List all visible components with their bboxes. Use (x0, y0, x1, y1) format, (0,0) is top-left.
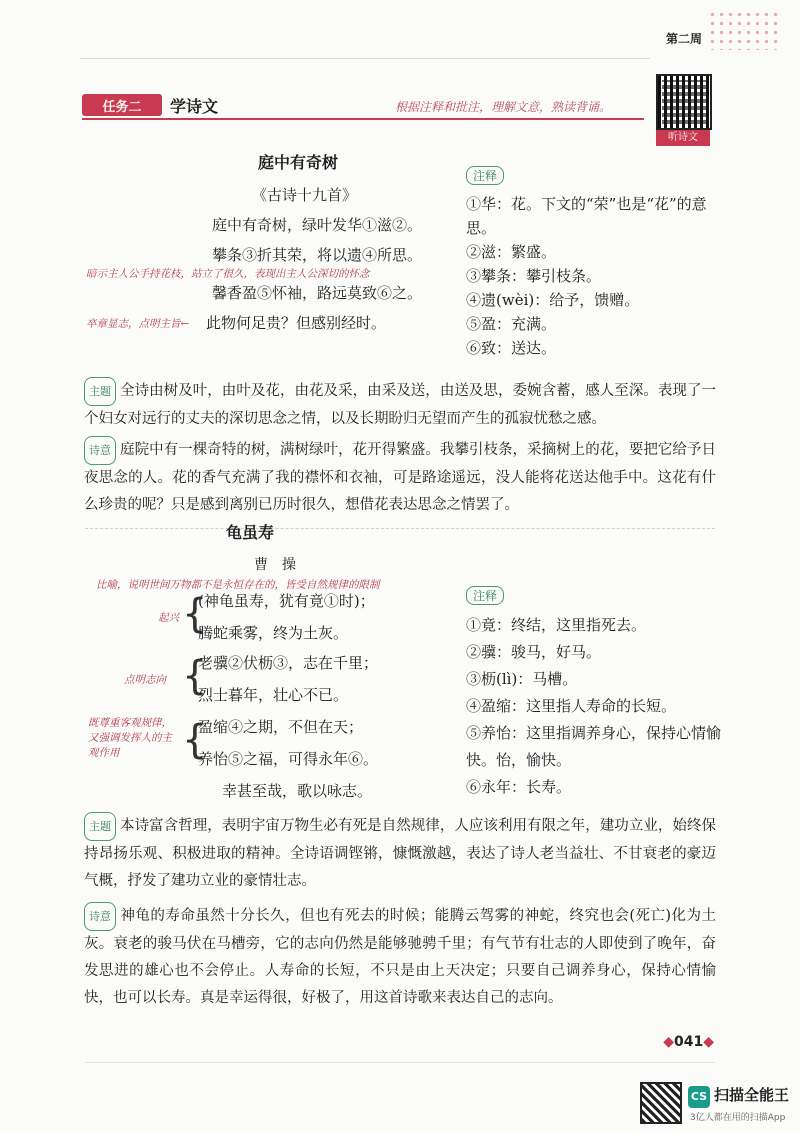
poem2-line: 幸甚至哉，歌以咏志。 (222, 782, 373, 800)
poem1-note: ②滋：繁盛。 (466, 243, 557, 261)
scanner-tagline: 3亿人都在用的扫描App (690, 1113, 786, 1123)
instruction-text: 根据注释和批注，理解文意，熟读背诵。 (395, 100, 612, 114)
theme-text: 本诗富含哲理，表明宇宙万物生必有死是自然规律，人应该利用有限之年，建功立业，始终保持昂扬乐观、积极进取的精神。全诗语调铿锵，慷慨激越，表达了诗人老当益壮、不甘衰老的豪迈气概，抒发了建功立业的豪情壮志。 (84, 818, 716, 889)
poem1-note: ⑥致：送达。 (466, 339, 557, 357)
meaning-text: 神龟的寿命虽然十分长久，但也有死去的时候；能腾云驾雾的神蛇，终究也会(死亡)化为土灰。衰老的骏马伏在马槽旁，它的志向仍然是能够驰骋千里；有气节有壮志的人即使到了晚年，奋发思进的雄心也不会停止。人寿命的长短，不只是由上天决定；只要自己调养身心，保持心情愉快，也可以长寿。真是幸运得很，好极了，用这首诗歌来表达自己的志向。 (84, 908, 716, 1006)
poem1-note: ③攀条：攀引枝条。 (466, 267, 602, 285)
top-divider (80, 58, 650, 59)
poem2-line: 养怡⑤之福，可得永年⑥。 (198, 750, 379, 768)
poem2-note: ④盈缩：这里指人寿命的长短。 (466, 697, 677, 715)
section-divider (85, 528, 715, 529)
theme-tag: 主题 (84, 812, 116, 841)
poem1-annotation: 暗示主人公手持花枝，站立了很久，表现出主人公深切的怀念 (86, 268, 370, 280)
poem2-note: ②骥：骏马，好马。 (466, 643, 602, 661)
poem2-note: ⑤养怡：这里指调养身心，保持心情愉快。怡，愉快。 (466, 724, 722, 769)
poem1-line: 攀条③折其荣，将以遗④所思。 (212, 246, 423, 264)
theme-text: 全诗由树及叶，由叶及花，由花及采，由采及送，由送及思，委婉含蓄，感人至深。表现了一个妇女对远行的丈夫的深切思念之情，以及长期盼归无望而产生的孤寂忧愁之感。 (84, 383, 716, 427)
poem2-annotation: 既尊重客观规律，又强调发挥人的主观作用 (88, 717, 172, 759)
poem2-note: ⑥永年：长寿。 (466, 778, 572, 796)
poem2-note: ①竟：终结，这里指死去。 (466, 616, 647, 634)
poem2-note: ③枥(lì)：马槽。 (466, 670, 578, 688)
poem2-notes-tag: 注释 (466, 586, 504, 605)
poem1-note: ⑤盈：充满。 (466, 315, 557, 333)
scanner-logo-icon: CS (688, 1086, 710, 1108)
poem2-line: (神龟虽寿，犹有竟①时)； (198, 592, 375, 610)
meaning-text: 庭院中有一棵奇特的树，满树绿叶，花开得繁盛。我攀引枝条，采摘树上的花，要把它给予日夜思念的人。花的香气充满了我的襟怀和衣袖，可是路途遥远，没人能将花送达他手中。这花有什么珍贵的呢？只是感到离别已历时很久，想借花表达思念之情罢了。 (84, 442, 716, 513)
brace-icon: { (182, 591, 208, 637)
poem1-notes-tag: 注释 (466, 166, 504, 185)
page-number: ◆041◆ (663, 1034, 714, 1050)
poem2-author: 曹 操 (254, 557, 296, 573)
week-label: 第二周 (665, 32, 702, 46)
task-badge: 任务二 (82, 94, 162, 116)
task-title: 学诗文 (170, 97, 219, 116)
poem2-line: 烈士暮年，壮心不已。 (198, 686, 349, 704)
brace-icon: { (182, 653, 208, 699)
poem1-source: 《古诗十九首》 (252, 186, 358, 204)
poem1-line: 此物何足贵？但感别经时。 (206, 314, 387, 332)
poem2-meaning (84, 902, 716, 1012)
qr-code-icon[interactable] (656, 74, 712, 130)
poem2-theme (84, 812, 716, 895)
poem1-line: 馨香盈⑤怀袖，路远莫致⑥之。 (212, 284, 423, 302)
poem2-title: 龟虽寿 (226, 523, 275, 542)
poem2-annotation: 比喻，说明世间万物都不是永恒存在的，皆受自然规律的限制 (96, 579, 380, 591)
listen-label[interactable]: 听诗文 (656, 130, 710, 146)
scanner-qr-icon (640, 1082, 682, 1124)
poem1-line: 庭中有奇树，绿叶发华①滋②。 (212, 216, 423, 234)
poem1-note: ④遗(wèi)：给予，馈赠。 (466, 291, 640, 309)
meaning-tag: 诗意 (84, 436, 116, 465)
poem2-annotation: 点明志向 (124, 674, 166, 686)
poem1-meaning (84, 436, 716, 519)
poem1-annotation: 卒章显志，点明主旨← (86, 318, 190, 330)
poem2-line: 腾蛇乘雾，终为土灰。 (198, 624, 349, 642)
poem1-title: 庭中有奇树 (258, 153, 339, 172)
poem1-theme (84, 377, 716, 433)
meaning-tag: 诗意 (84, 902, 116, 931)
poem1-note: ①华：花。下文的“荣”也是“花”的意思。 (466, 195, 707, 237)
footer-divider (85, 1062, 715, 1063)
header-underline (82, 118, 644, 120)
decorative-dots (708, 10, 778, 50)
scanner-app-name: 扫描全能王 (714, 1086, 790, 1104)
theme-tag: 主题 (84, 377, 116, 406)
poem2-line: 老骥②伏枥③，志在千里； (198, 654, 379, 672)
poem2-annotation: 起兴 (158, 612, 179, 624)
brace-icon: { (182, 717, 208, 763)
poem2-line: 盈缩④之期，不但在天； (198, 718, 364, 736)
